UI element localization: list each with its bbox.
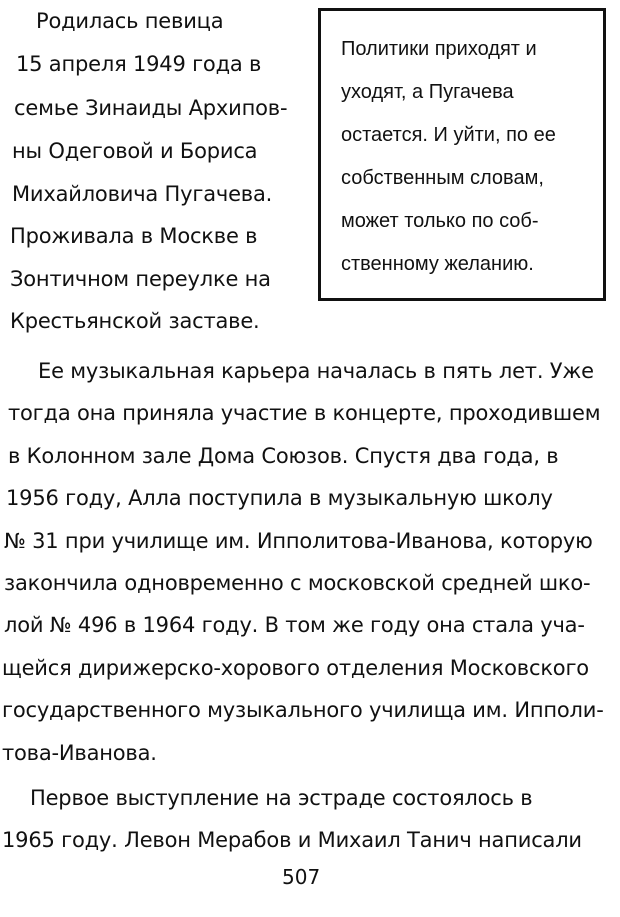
paragraph-line: 1965 году. Левон Мерабов и Михаил Танич написали [2,828,582,852]
quote-line: собственным словам, [341,167,544,189]
paragraph-line: Первое выступление на эстраде состоялось в [30,786,533,810]
quote-line: Политики приходят и [341,38,537,60]
quote-line: может только по соб- [341,210,539,232]
intro-line: ны Одеговой и Бориса [12,139,258,163]
intro-line: Проживала в Москве в [10,224,258,248]
page-number: 507 [282,865,321,889]
paragraph-line: лой № 496 в 1964 году. В том же году она стала уча- [4,613,585,637]
paragraph-line: 1956 году, Алла поступила в музыкальную школу [6,486,553,510]
intro-line: 15 апреля 1949 года в [16,52,262,76]
quote-line: уходят, а Пугачева [341,81,514,103]
quote-line: остается. И уйти, по ее [341,124,556,146]
paragraph-line: государственного музыкального училища им. Ипполи- [2,698,604,722]
intro-line: Родилась певица [36,9,224,33]
paragraph-line: закончила одновременно с московской средней шко- [4,571,591,595]
intro-line: Крестьянской заставе. [10,309,260,333]
paragraph-line: това-Иванова. [2,741,157,765]
intro-line: Зонтичном переулке на [10,267,271,291]
intro-line: семье Зинаиды Архипов- [14,96,288,120]
intro-line: Михайловича Пугачева. [12,182,273,206]
paragraph-line: № 31 при училище им. Ипполитова-Иванова, которую [4,529,593,553]
paragraph-line: Ее музыкальная карьера началась в пять лет. Уже [38,359,594,383]
paragraph-line: щейся дирижерско-хорового отделения Московского [2,656,589,680]
quote-line: ственному желанию. [341,253,534,275]
quote-box [318,8,606,301]
paragraph-line: тогда она приняла участие в концерте, проходившем [8,401,601,425]
paragraph-line: в Колонном зале Дома Союзов. Спустя два года, в [8,444,559,468]
